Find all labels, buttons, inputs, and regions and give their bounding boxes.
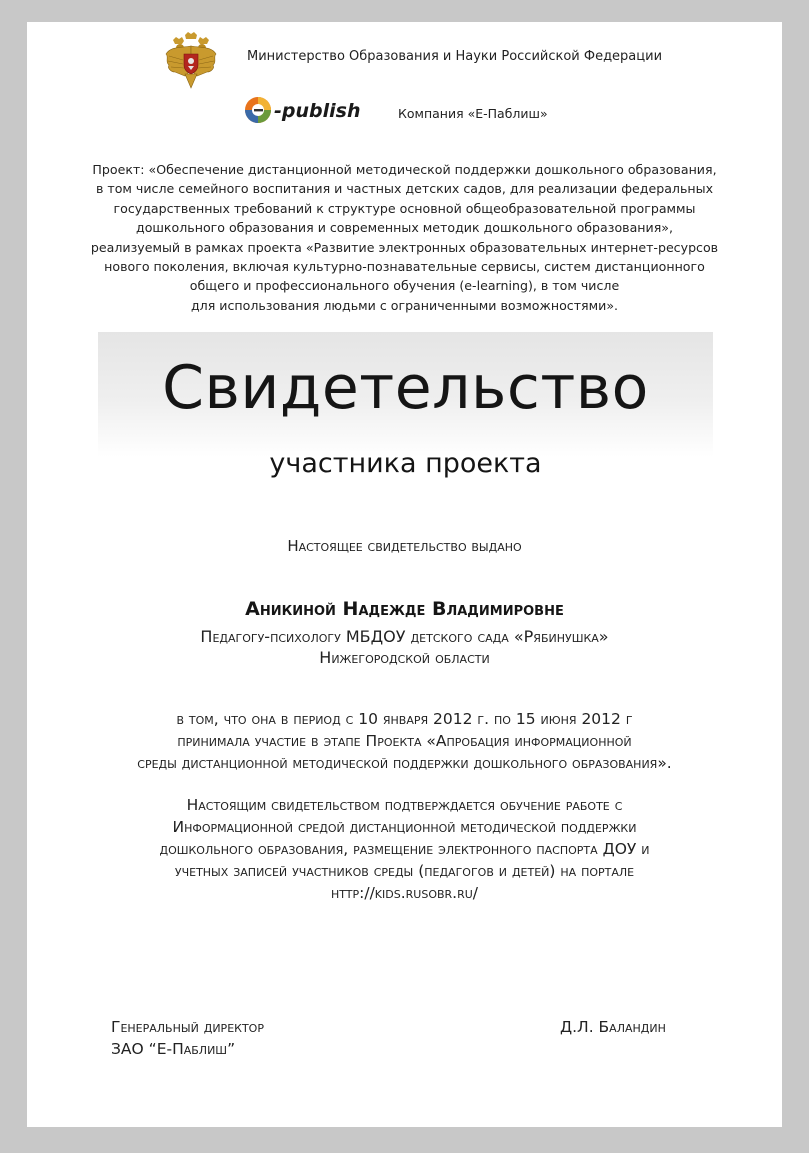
certificate-page xyxy=(27,22,782,1127)
russian-coat-of-arms-icon xyxy=(163,32,219,90)
certificate-title: Свидетельство xyxy=(162,353,649,423)
project-line: общего и профессионального обучения (e-learning), в том числе xyxy=(189,278,620,294)
position-line: Нижегородской области xyxy=(319,648,490,667)
confirmation-text xyxy=(27,794,782,904)
project-description xyxy=(57,160,752,315)
recipient-name: Аникиной Надежде Владимировне xyxy=(245,598,564,620)
confirmation-line: учетных записей участников среды (педагогов и детей) на портале xyxy=(174,862,635,880)
participation-line: принимала участие в этапе Проекта «Апробация информационной xyxy=(177,732,632,750)
e-publish-logo xyxy=(243,94,375,126)
signatory-position: Генеральный директор xyxy=(111,1018,264,1036)
signatory-company: ЗАО “Е-Паблиш” xyxy=(111,1040,236,1058)
issued-to-label: Настоящее свидетельство выдано xyxy=(287,537,522,555)
confirmation-line: Настоящим свидетельством подтверждается обучение работе с xyxy=(186,796,623,814)
participation-line: в том, что она в период с 10 января 2012 г. по 15 июня 2012 г xyxy=(176,710,633,728)
confirmation-line: Информационной средой дистанционной методической поддержки xyxy=(172,818,637,836)
project-line: дошкольного образования и современных методик дошкольного образования», xyxy=(135,220,673,236)
project-line: государственных требований к структуре основной общеобразовательной программы xyxy=(113,200,696,216)
certificate-subtitle: участника проекта xyxy=(269,448,542,479)
participation-line: среды дистанционной методической поддержки дошкольного образования». xyxy=(137,754,672,772)
confirmation-line: дошкольного образования, размещение электронного паспорта ДОУ и xyxy=(159,840,650,858)
signatory-name: Д.Л. Баландин xyxy=(560,1018,666,1036)
project-line: Проект: «Обеспечение дистанционной методической поддержки дошкольного образования, xyxy=(92,162,717,177)
company-name: Компания «Е-Паблиш» xyxy=(398,106,548,121)
project-line: реализуемый в рамках проекта «Развитие электронных образовательных интернет-ресурсов xyxy=(90,239,719,255)
position-line: Педагогу-психологу МБДОУ детского сада «Рябинушка» xyxy=(200,627,609,646)
project-line: нового поколения, включая культурно-познавательные сервисы, систем дистанционного xyxy=(104,259,705,275)
project-line: в том числе семейного воспитания и частных детских садов, для реализации федеральных xyxy=(95,181,714,197)
participation-text xyxy=(27,708,782,774)
ministry-name: Министерство Образования и Науки Российской Федерации xyxy=(247,49,663,64)
project-line: для использования людьми с ограниченными возможностями». xyxy=(190,297,619,313)
portal-url: http://kids.rusobr.ru/ xyxy=(330,884,479,902)
recipient-position xyxy=(27,626,782,668)
svg-text:-publish: -publish xyxy=(274,100,361,122)
signatory-title xyxy=(111,1016,264,1060)
